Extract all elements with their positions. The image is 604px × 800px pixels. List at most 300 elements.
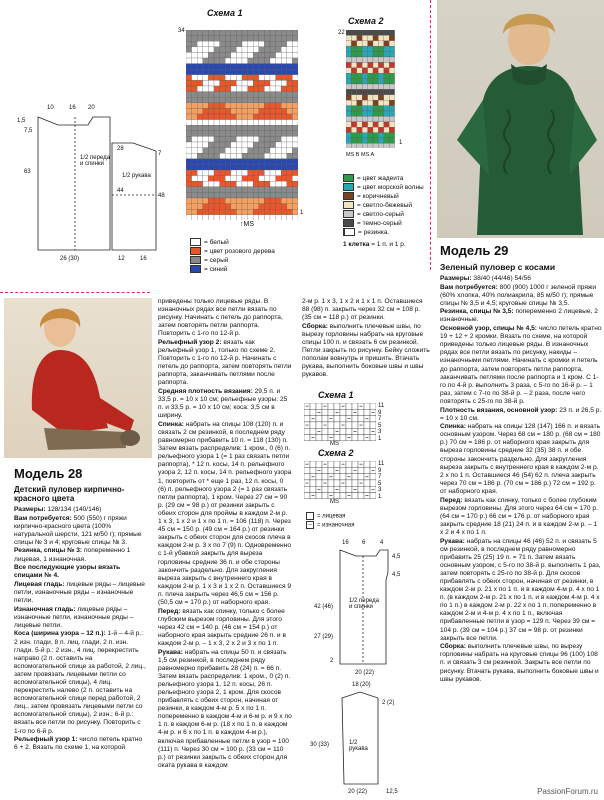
pattern-cell	[378, 133, 383, 138]
pattern-cell	[287, 64, 293, 70]
swatch-rib	[343, 228, 355, 236]
pattern-cell	[368, 116, 373, 121]
pattern-cell	[281, 176, 287, 182]
legend-right-label-0: = цвет жадеита	[357, 175, 404, 182]
stitch-cell	[340, 416, 346, 422]
pattern-cell	[281, 97, 287, 103]
pattern-cell	[203, 36, 209, 42]
pattern-cell	[378, 73, 383, 78]
pattern-cell	[389, 73, 394, 78]
pattern-cell	[270, 198, 276, 204]
pattern-cell	[231, 125, 237, 131]
pattern-cell	[203, 103, 209, 109]
pattern-cell	[236, 181, 242, 187]
legend-note-text: = 1 п. и 1 р.	[369, 241, 406, 248]
pattern-cell	[292, 159, 298, 165]
pattern-cell	[214, 170, 220, 176]
pattern-cell	[192, 153, 198, 159]
pattern-cell	[276, 114, 282, 120]
pattern-cell	[225, 153, 231, 159]
pattern-cell	[292, 153, 298, 159]
pattern-cell	[357, 133, 362, 138]
pattern-cell	[276, 198, 282, 204]
pattern-cell	[362, 73, 367, 78]
pattern-cell	[192, 64, 198, 70]
pattern-cell	[362, 79, 367, 84]
pattern-cell	[259, 192, 265, 198]
stitch-cell	[334, 461, 340, 467]
pattern-cell	[231, 47, 237, 53]
pattern-cell	[287, 209, 293, 215]
pattern-cell	[242, 170, 248, 176]
stitch-cell	[304, 428, 310, 434]
pattern-cell	[351, 41, 356, 46]
pattern-cell	[384, 30, 389, 35]
pattern-cell	[236, 142, 242, 148]
pattern-cell	[220, 170, 226, 176]
pattern-cell	[270, 75, 276, 81]
pattern-cell	[276, 30, 282, 36]
pattern-cell	[248, 215, 254, 220]
pattern-cell	[368, 79, 373, 84]
legend-left-label-1: = цвет розового дерева	[204, 248, 275, 255]
pattern-cell	[253, 164, 259, 170]
pattern-cell	[346, 46, 351, 51]
pattern-cell	[192, 125, 198, 131]
pattern-cell	[253, 170, 259, 176]
stitch-cell	[310, 486, 316, 492]
pattern-cell	[287, 170, 293, 176]
pattern-cell	[220, 80, 226, 86]
pattern-cell	[287, 52, 293, 58]
pattern-cell	[368, 89, 373, 94]
pattern-cell	[208, 120, 214, 126]
pattern-cell	[186, 114, 192, 120]
pattern-cell	[357, 79, 362, 84]
pattern-cell	[231, 80, 237, 86]
stitch-cell	[322, 428, 328, 434]
pattern-cell	[287, 108, 293, 114]
pattern-cell	[208, 69, 214, 75]
pattern-cell	[362, 106, 367, 111]
pattern-cell	[208, 164, 214, 170]
pattern-cell	[197, 153, 203, 159]
pattern-cell	[270, 164, 276, 170]
schema1-ms: MS	[243, 221, 254, 228]
pattern-cell	[197, 198, 203, 204]
pattern-cell	[214, 114, 220, 120]
schema1-chart	[186, 30, 298, 220]
pattern-cell	[362, 30, 367, 35]
pattern-cell	[186, 52, 192, 58]
pattern-cell	[346, 84, 351, 89]
pattern-cell	[346, 95, 351, 100]
pattern-cell	[346, 68, 351, 73]
pattern-cell	[220, 198, 226, 204]
pattern-cell	[292, 47, 298, 53]
pattern-cell	[197, 131, 203, 137]
pattern-cell	[225, 120, 231, 126]
pattern-cell	[292, 86, 298, 92]
pattern-cell	[378, 127, 383, 132]
pattern-cell	[197, 142, 203, 148]
stitch-cell	[316, 493, 322, 499]
pattern-cell	[292, 142, 298, 148]
pattern-cell	[357, 52, 362, 57]
pattern-cell	[292, 215, 298, 220]
pattern-cell	[231, 103, 237, 109]
pattern-cell	[264, 215, 270, 220]
stitch-cell	[340, 486, 346, 492]
pattern-cell	[231, 131, 237, 137]
pattern-cell	[292, 75, 298, 81]
ss2-row-2: 7	[378, 474, 382, 481]
pattern-cell	[242, 209, 248, 215]
pattern-cell	[276, 80, 282, 86]
pattern-cell	[248, 108, 254, 114]
pattern-cell	[225, 86, 231, 92]
pattern-cell	[186, 187, 192, 193]
pattern-cell	[236, 120, 242, 126]
pattern-cell	[276, 170, 282, 176]
pattern-cell	[225, 114, 231, 120]
pattern-cell	[192, 159, 198, 165]
pattern-cell	[253, 192, 259, 198]
pattern-cell	[351, 95, 356, 100]
paragraph	[440, 643, 602, 683]
pattern-cell	[186, 159, 192, 165]
pattern-cell	[253, 92, 259, 98]
pattern-cell	[270, 52, 276, 58]
stitch-cell	[340, 409, 346, 415]
stitch-cell	[328, 486, 334, 492]
stitch-cell	[346, 461, 352, 467]
pattern-cell	[287, 97, 293, 103]
pattern-cell	[186, 64, 192, 70]
paragraph	[440, 538, 602, 643]
legend-left-label-0: = белый	[204, 239, 229, 246]
pattern-cell	[192, 103, 198, 109]
pattern-cell	[248, 103, 254, 109]
pattern-cell	[231, 198, 237, 204]
pattern-cell	[357, 41, 362, 46]
stitch-cell	[358, 409, 364, 415]
pattern-cell	[208, 142, 214, 148]
ss1-row-0: 11	[378, 403, 385, 409]
bd-sleeve-top-0: 18	[352, 682, 359, 688]
pattern-cell	[236, 170, 242, 176]
pattern-cell	[236, 159, 242, 165]
pattern-cell	[203, 187, 209, 193]
swatch-brown	[343, 192, 354, 200]
legend-left	[190, 238, 275, 274]
paragraph	[440, 325, 602, 406]
stitch-cell	[352, 422, 358, 428]
pattern-cell	[208, 153, 214, 159]
pattern-cell	[236, 136, 242, 142]
pattern-cell	[389, 84, 394, 89]
stitch-cell	[304, 409, 310, 415]
pattern-cell	[248, 176, 254, 182]
pattern-cell	[197, 114, 203, 120]
pattern-cell	[220, 103, 226, 109]
pattern-cell	[292, 176, 298, 182]
pattern-cell	[264, 36, 270, 42]
pattern-cell	[362, 35, 367, 40]
pattern-cell	[270, 181, 276, 187]
pattern-cell	[214, 58, 220, 64]
pattern-cell	[214, 120, 220, 126]
pattern-cell	[236, 103, 242, 109]
paragraph	[14, 630, 146, 735]
pattern-cell	[292, 58, 298, 64]
pattern-cell	[264, 164, 270, 170]
pattern-cell	[264, 92, 270, 98]
stitch-cell	[334, 493, 340, 499]
pattern-cell	[281, 36, 287, 42]
pattern-cell	[231, 69, 237, 75]
pattern-cell	[368, 57, 373, 62]
pattern-cell	[231, 136, 237, 142]
pattern-cell	[208, 215, 214, 220]
pattern-cell	[378, 62, 383, 67]
pattern-cell	[389, 46, 394, 51]
dim-left-2: 63	[24, 169, 31, 175]
stitch-cell	[340, 474, 346, 480]
pattern-cell	[186, 80, 192, 86]
pattern-cell	[236, 187, 242, 193]
pattern-cell	[357, 95, 362, 100]
pattern-cell	[259, 36, 265, 42]
pattern-cell	[208, 148, 214, 154]
pattern-cell	[203, 125, 209, 131]
pattern-cell	[259, 52, 265, 58]
pattern-cell	[292, 131, 298, 137]
small-schema1-title: Схема 1	[318, 390, 354, 400]
pattern-cell	[357, 57, 362, 62]
small-schema1-rows	[378, 403, 384, 443]
paragraph-body: набрать на спицы 128 (147) 166 п. и вязать основным узором. Через 68 см = 180 р. (68 см = 180 р.) 70 см = 186 р. от наборного края закрыть для выреза горловины средние 32 (35) 38 п. и обе стороны закончить раздельно. Для закругления выреза закрыть с внутреннего края в каждом 2-м р. 2 х по 1 п. Оставшиеся 46 (54) 62 п. плеча закрыть через 70 см = 186 р. (70 см = 186 р.) 72 см = 192 р. от наборного края.	[440, 423, 601, 495]
pattern-cell	[248, 142, 254, 148]
pattern-cell	[231, 86, 237, 92]
pattern-cell	[259, 125, 265, 131]
pattern-cell	[281, 108, 287, 114]
pattern-cell	[373, 116, 378, 121]
pattern-cell	[242, 52, 248, 58]
pattern-cell	[264, 170, 270, 176]
legend-left-label-2: = серый	[204, 257, 229, 264]
pattern-cell	[292, 181, 298, 187]
stitch-cell	[310, 461, 316, 467]
pattern-cell	[253, 187, 259, 193]
pattern-cell	[225, 75, 231, 81]
stitch-cell	[370, 474, 376, 480]
pattern-cell	[346, 111, 351, 116]
pattern-cell	[351, 122, 356, 127]
pattern-cell	[373, 138, 378, 143]
pattern-cell	[203, 58, 209, 64]
pattern-cell	[225, 30, 231, 36]
sleeve-label: 1/2 рукава	[122, 173, 151, 179]
pattern-cell	[292, 36, 298, 42]
legend-left-item	[190, 247, 275, 256]
pattern-cell	[287, 36, 293, 42]
pattern-cell	[276, 52, 282, 58]
pattern-cell	[270, 30, 276, 36]
pattern-cell	[242, 30, 248, 36]
front-back-outline	[38, 117, 110, 250]
pattern-cell	[270, 215, 276, 220]
dim-sleeve-right-1: 48	[158, 193, 165, 199]
pattern-cell	[362, 127, 367, 132]
pattern-cell	[351, 30, 356, 35]
pattern-cell	[287, 204, 293, 210]
pattern-cell	[197, 30, 203, 36]
pattern-cell	[384, 122, 389, 127]
schema2-bottom-num: 1	[399, 140, 403, 146]
stitch-cell	[328, 422, 334, 428]
pattern-cell	[220, 164, 226, 170]
pattern-cell	[214, 159, 220, 165]
pattern-cell	[192, 136, 198, 142]
pattern-cell	[368, 35, 373, 40]
pattern-cell	[242, 142, 248, 148]
pattern-cell	[276, 69, 282, 75]
paragraph	[14, 606, 146, 630]
pattern-cell	[378, 100, 383, 105]
pattern-cell	[197, 69, 203, 75]
pattern-cell	[214, 52, 220, 58]
pattern-cell	[287, 58, 293, 64]
pattern-cell	[389, 116, 394, 121]
legend-right-label-3: = светло-бежевый	[357, 202, 413, 209]
pattern-cell	[197, 209, 203, 215]
bd-right-1: 4,5	[392, 572, 401, 578]
pattern-cell	[368, 68, 373, 73]
pattern-cell	[373, 106, 378, 111]
pattern-cell	[357, 73, 362, 78]
pattern-cell	[389, 30, 394, 35]
pattern-cell	[186, 86, 192, 92]
pattern-cell	[259, 64, 265, 70]
stitch-cell	[364, 422, 370, 428]
pattern-cell	[259, 47, 265, 53]
pattern-cell	[192, 181, 198, 187]
pattern-cell	[203, 192, 209, 198]
paragraph-heading: Сборка:	[440, 643, 466, 651]
pattern-cell	[373, 122, 378, 127]
top-schematic-svg	[0, 95, 175, 265]
pattern-cell	[292, 187, 298, 193]
pattern-cell	[281, 187, 287, 193]
pattern-cell	[253, 204, 259, 210]
pattern-cell	[270, 209, 276, 215]
pattern-cell	[236, 148, 242, 154]
pattern-cell	[264, 159, 270, 165]
pattern-cell	[225, 52, 231, 58]
pattern-cell	[220, 131, 226, 137]
pattern-cell	[292, 148, 298, 154]
pattern-cell	[248, 187, 254, 193]
pattern-cell	[231, 120, 237, 126]
stitch-cell	[304, 467, 310, 473]
pattern-cell	[225, 148, 231, 154]
pattern-cell	[276, 75, 282, 81]
stitch-cell	[328, 428, 334, 434]
pattern-cell	[346, 116, 351, 121]
pattern-cell	[248, 92, 254, 98]
paragraph-body: число петель кратно 19 + 12 + 2 кромки. Вязать по схеме, на которой приведены только лицевые ряды. В изнаночных рядах все петли вязать по рисунку, накиды – изнаночными петлями. Начинать с кромки и петель до раппорта, затем повторять петли раппорта, заканчивать петлями после раппорта и 1 кром. С 1-го по 4-й р. выполнить 3 раза, с 5-го по 16-й р. – 1 раз, затем с 7-го по 38-й р. – 2 раза, после чего повторять с 25-го по 38-й р.	[440, 325, 602, 405]
pattern-cell	[287, 148, 293, 154]
pattern-cell	[346, 35, 351, 40]
pattern-cell	[225, 209, 231, 215]
pattern-cell	[276, 187, 282, 193]
paragraph-body: набрать на спицы 46 (46) 52 п. и связать 5 см резинкой, в последнем ряду равномерно прибавить 25 (25) 19 п. = 71 п. Затем вязать основным узором, с 5-го по 38-й р. выполнить 1 раз, затем повторять с 25-го по 38-й р. Для скосов прибавлять с обеих сторон, начиная от резинки, в каждом 2-м р. 21 х по 1 п. и в каждом 4-м р. 4 х по 1 п. (в каждом 2-м р. 21 х по 1 п. и в каждом 4-м р. 4 х по 1 п.) в каждом 2-м р. 22 х по 1 п. попеременно в каждом 2-м и 4-м р. 4 х по 1 п., включая прибавленные петли в узор = 129 п. Через 39 см = 104 р. (39 см = 104 р.) 37 см = 98 р. от резинки закрыть все петли.	[440, 537, 601, 642]
pattern-cell	[259, 58, 265, 64]
pattern-cell	[248, 97, 254, 103]
pattern-cell	[281, 80, 287, 86]
pattern-cell	[253, 80, 259, 86]
pattern-cell	[346, 106, 351, 111]
pattern-cell	[220, 209, 226, 215]
pattern-cell	[378, 68, 383, 73]
stitch-cell	[316, 416, 322, 422]
pattern-cell	[292, 114, 298, 120]
pattern-cell	[242, 204, 248, 210]
pattern-cell	[276, 204, 282, 210]
stitch-cell	[316, 435, 322, 441]
paragraph	[158, 339, 292, 388]
pattern-cell	[225, 136, 231, 142]
pattern-cell	[264, 114, 270, 120]
pattern-cell	[270, 204, 276, 210]
pattern-cell	[197, 58, 203, 64]
pattern-cell	[357, 62, 362, 67]
pattern-cell	[264, 131, 270, 137]
pattern-cell	[248, 58, 254, 64]
pattern-cell	[197, 187, 203, 193]
pattern-cell	[186, 142, 192, 148]
dim-top-2: 20	[88, 105, 95, 111]
pattern-cell	[351, 100, 356, 105]
pattern-cell	[242, 69, 248, 75]
pattern-cell	[351, 133, 356, 138]
pattern-cell	[378, 84, 383, 89]
pattern-cell	[264, 97, 270, 103]
pattern-cell	[287, 198, 293, 204]
schema2-chart	[346, 30, 398, 148]
pattern-cell	[253, 125, 259, 131]
pattern-cell	[384, 68, 389, 73]
pattern-cell	[220, 153, 226, 159]
pattern-cell	[270, 148, 276, 154]
pattern-cell	[214, 181, 220, 187]
paragraph	[14, 506, 146, 514]
paragraph	[440, 308, 602, 324]
stitch-cell	[310, 467, 316, 473]
paragraph-heading: Лицевая гладь:	[14, 580, 65, 588]
stitch-cell	[346, 486, 352, 492]
pattern-cell	[351, 106, 356, 111]
pattern-cell	[208, 136, 214, 142]
ss1-row-4: 3	[378, 429, 382, 436]
paragraph-body: попеременно 2 лицевые, 2 изнаночные.	[440, 308, 598, 324]
legend-left-label-3: = синий	[204, 266, 228, 273]
pattern-cell	[192, 198, 198, 204]
pattern-cell	[384, 143, 389, 148]
paragraph-heading: Плотность вязания, основной узор:	[440, 406, 558, 414]
pattern-cell	[220, 30, 226, 36]
